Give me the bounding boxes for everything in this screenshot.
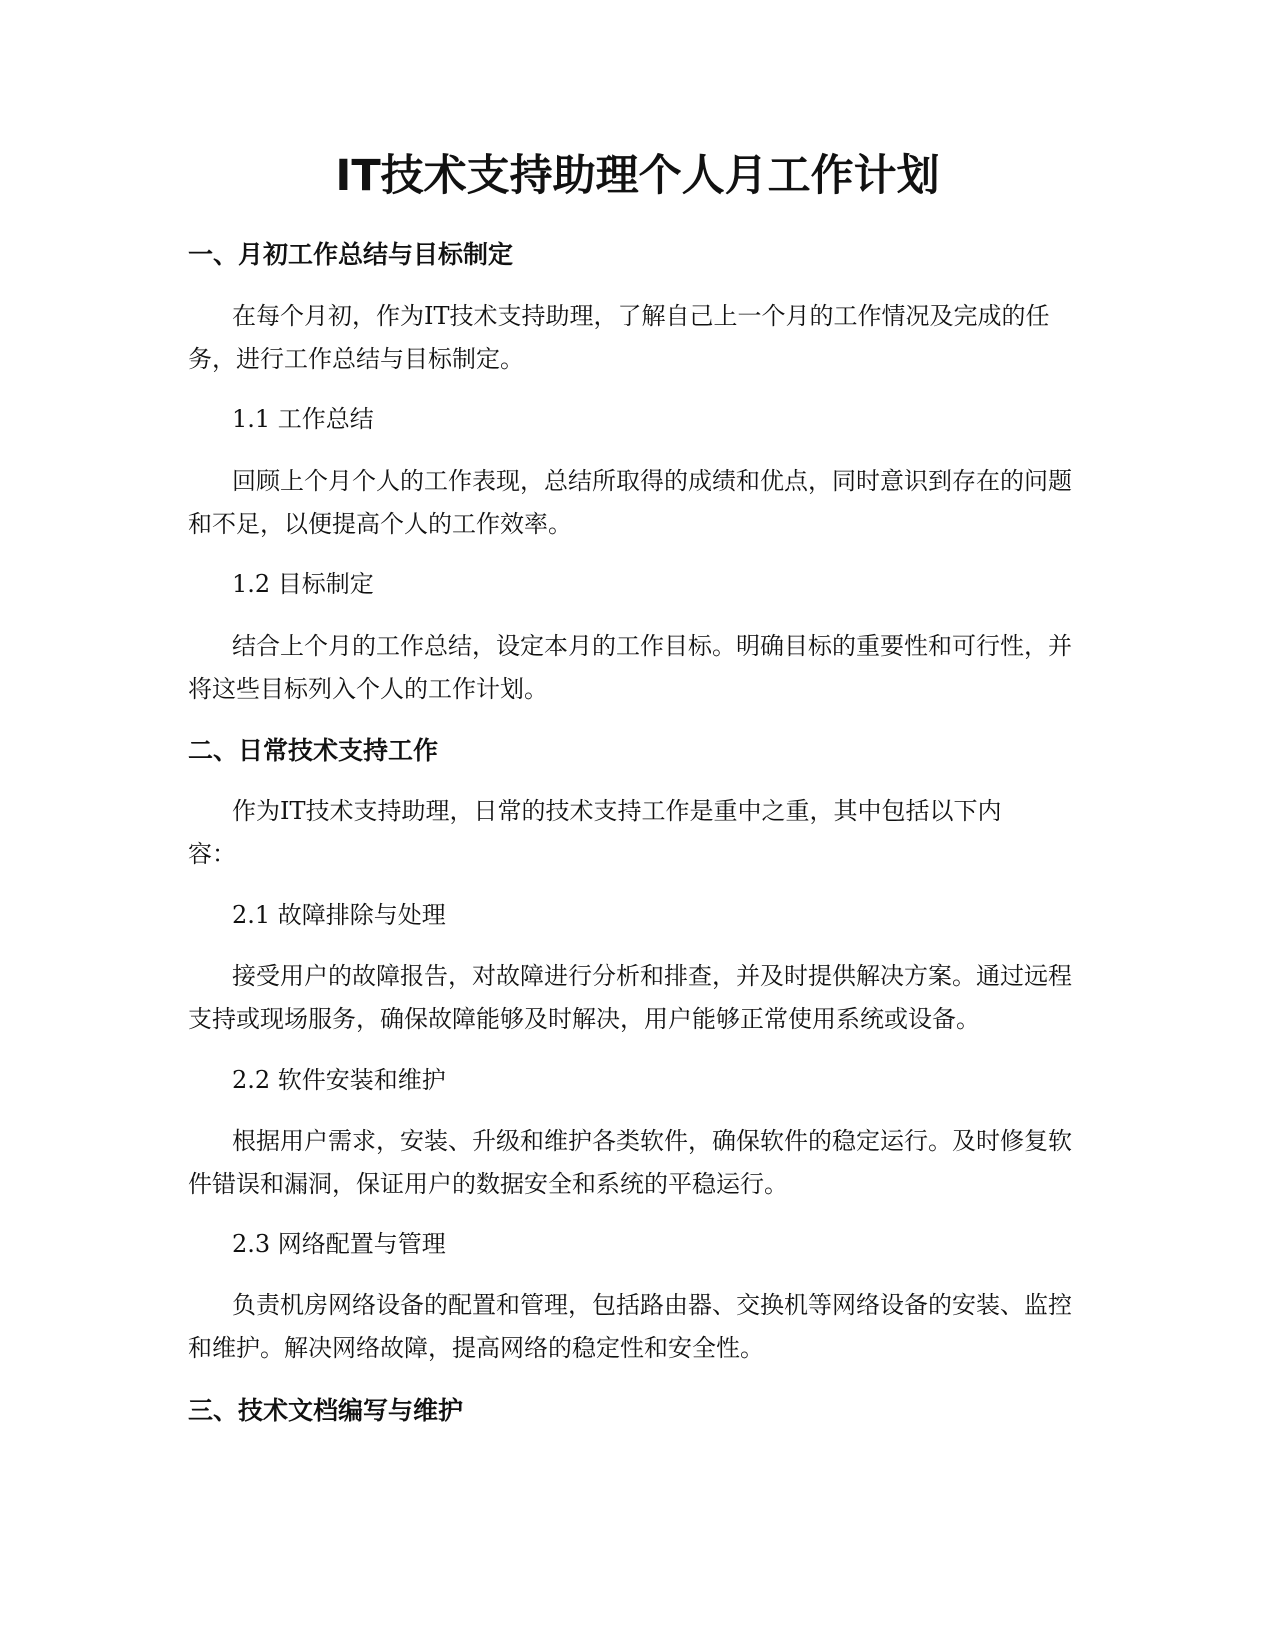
subsection-1-2-body: 结合上个月的工作总结，设定本月的工作目标。明确目标的重要性和可行性，并将这些目标列入个人的工作计划。 <box>188 632 1072 703</box>
section-heading-3: 三、技术文档编写与维护 <box>188 1396 464 1425</box>
subsection-heading-2-3: 2.3 网络配置与管理 <box>232 1230 446 1258</box>
subsection-heading-2-1: 2.1 故障排除与处理 <box>232 901 446 929</box>
document-title: IT技术支持助理个人月工作计划 <box>335 151 940 201</box>
subsection-2-2-body: 根据用户需求，安装、升级和维护各类软件，确保软件的稳定运行。及时修复软件错误和漏洞，保证用户的数据安全和系统的平稳运行。 <box>188 1127 1072 1198</box>
subsection-heading-1-1: 1.1 工作总结 <box>232 405 374 433</box>
subsection-heading-2-2: 2.2 软件安装和维护 <box>232 1066 446 1094</box>
subsection-heading-1-2: 1.2 目标制定 <box>232 570 374 598</box>
section-1-intro: 在每个月初，作为IT技术支持助理，了解自己上一个月的工作情况及完成的任务，进行工作总结与目标制定。 <box>188 302 1050 373</box>
subsection-1-1-body: 回顾上个月个人的工作表现，总结所取得的成绩和优点，同时意识到存在的问题和不足，以便提高个人的工作效率。 <box>188 467 1072 538</box>
section-2-intro: 作为IT技术支持助理，日常的技术支持工作是重中之重，其中包括以下内容： <box>188 797 1002 868</box>
section-heading-2: 二、日常技术支持工作 <box>188 736 439 765</box>
subsection-2-1-body: 接受用户的故障报告，对故障进行分析和排查，并及时提供解决方案。通过远程支持或现场服务，确保故障能够及时解决，用户能够正常使用系统或设备。 <box>188 962 1072 1033</box>
section-heading-1: 一、月初工作总结与目标制定 <box>188 240 514 269</box>
subsection-2-3-body: 负责机房网络设备的配置和管理，包括路由器、交换机等网络设备的安装、监控和维护。解决网络故障，提高网络的稳定性和安全性。 <box>188 1291 1072 1362</box>
